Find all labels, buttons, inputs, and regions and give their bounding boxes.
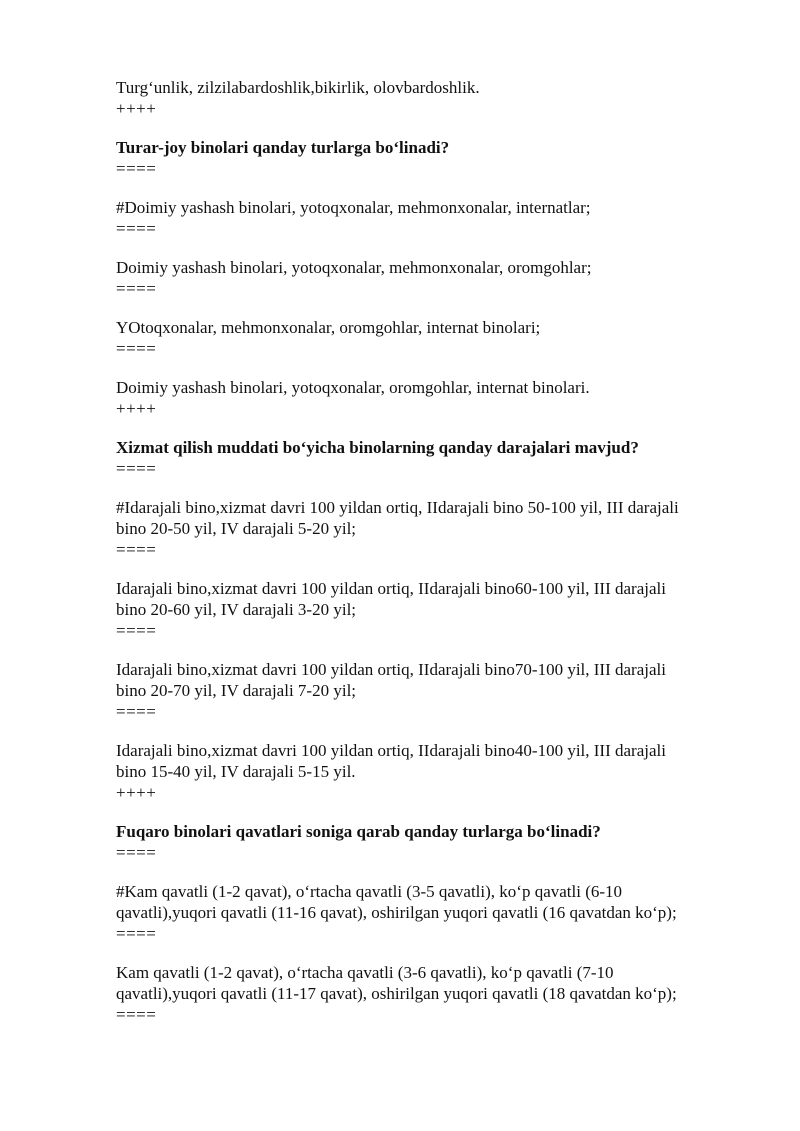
answer-line: Kam qavatli (1-2 qavat), o‘rtacha qavatli (3-6 qavatli), ko‘p qavatli (7-10 [116, 963, 614, 982]
answer-separator: ==== [116, 279, 157, 298]
answer-line: bino 20-70 yil, IV darajali 7-20 yil; [116, 681, 357, 700]
answer-separator: ==== [116, 1005, 157, 1024]
answer-separator: ==== [116, 621, 157, 640]
answer-separator: ==== [116, 924, 157, 943]
question-separator: ++++ [116, 783, 157, 802]
question-separator: ++++ [116, 99, 157, 118]
answer-line: #Kam qavatli (1-2 qavat), o‘rtacha qavatli (3-5 qavatli), ko‘p qavatli (6-10 [116, 882, 623, 901]
answer-line: Idarajali bino,xizmat davri 100 yildan ortiq, IIdarajali bino60-100 yil, III darajali [116, 579, 666, 598]
answer-line: bino 20-50 yil, IV darajali 5-20 yil; [116, 519, 357, 538]
answer-separator: ==== [116, 540, 157, 559]
answer-line: #Idarajali bino,xizmat davri 100 yildan ortiq, IIdarajali bino 50-100 yil, III darajali [116, 498, 679, 517]
question-heading: Turar-joy binolari qanday turlarga bo‘linadi? [116, 138, 450, 157]
answer-separator: ==== [116, 219, 157, 238]
question-heading: Fuqaro binolari qavatlari soniga qarab qanday turlarga bo‘linadi? [116, 822, 601, 841]
answer-line: qavatli),yuqori qavatli (11-16 qavat), oshirilgan yuqori qavatli (16 qavatdan ko‘p); [116, 903, 677, 922]
answer-line: Idarajali bino,xizmat davri 100 yildan ortiq, IIdarajali bino70-100 yil, III darajali [116, 660, 666, 679]
answer-line: bino 20-60 yil, IV darajali 3-20 yil; [116, 600, 357, 619]
answer-line: bino 15-40 yil, IV darajali 5-15 yil. [116, 762, 356, 781]
answer-separator: ==== [116, 159, 157, 178]
answer-separator: ==== [116, 843, 157, 862]
answer-separator: ==== [116, 339, 157, 358]
answer-line: #Doimiy yashash binolari, yotoqxonalar, mehmonxonalar, internatlar; [116, 198, 591, 217]
answer-separator: ==== [116, 459, 157, 478]
answer-line: Idarajali bino,xizmat davri 100 yildan ortiq, IIdarajali bino40-100 yil, III darajali [116, 741, 666, 760]
answer-line: YOtoqxonalar, mehmonxonalar, oromgohlar, internat binolari; [116, 318, 541, 337]
question-heading: Xizmat qilish muddati bo‘yicha binolarning qanday darajalari mavjud? [116, 438, 639, 457]
answer-line: Turg‘unlik, zilzilabardoshlik,bikirlik, olovbardoshlik. [116, 78, 480, 97]
answer-separator: ==== [116, 702, 157, 721]
answer-line: Doimiy yashash binolari, yotoqxonalar, mehmonxonalar, oromgohlar; [116, 258, 592, 277]
answer-line: Doimiy yashash binolari, yotoqxonalar, oromgohlar, internat binolari. [116, 378, 590, 397]
answer-line: qavatli),yuqori qavatli (11-17 qavat), oshirilgan yuqori qavatli (18 qavatdan ko‘p); [116, 984, 677, 1003]
question-separator: ++++ [116, 399, 157, 418]
